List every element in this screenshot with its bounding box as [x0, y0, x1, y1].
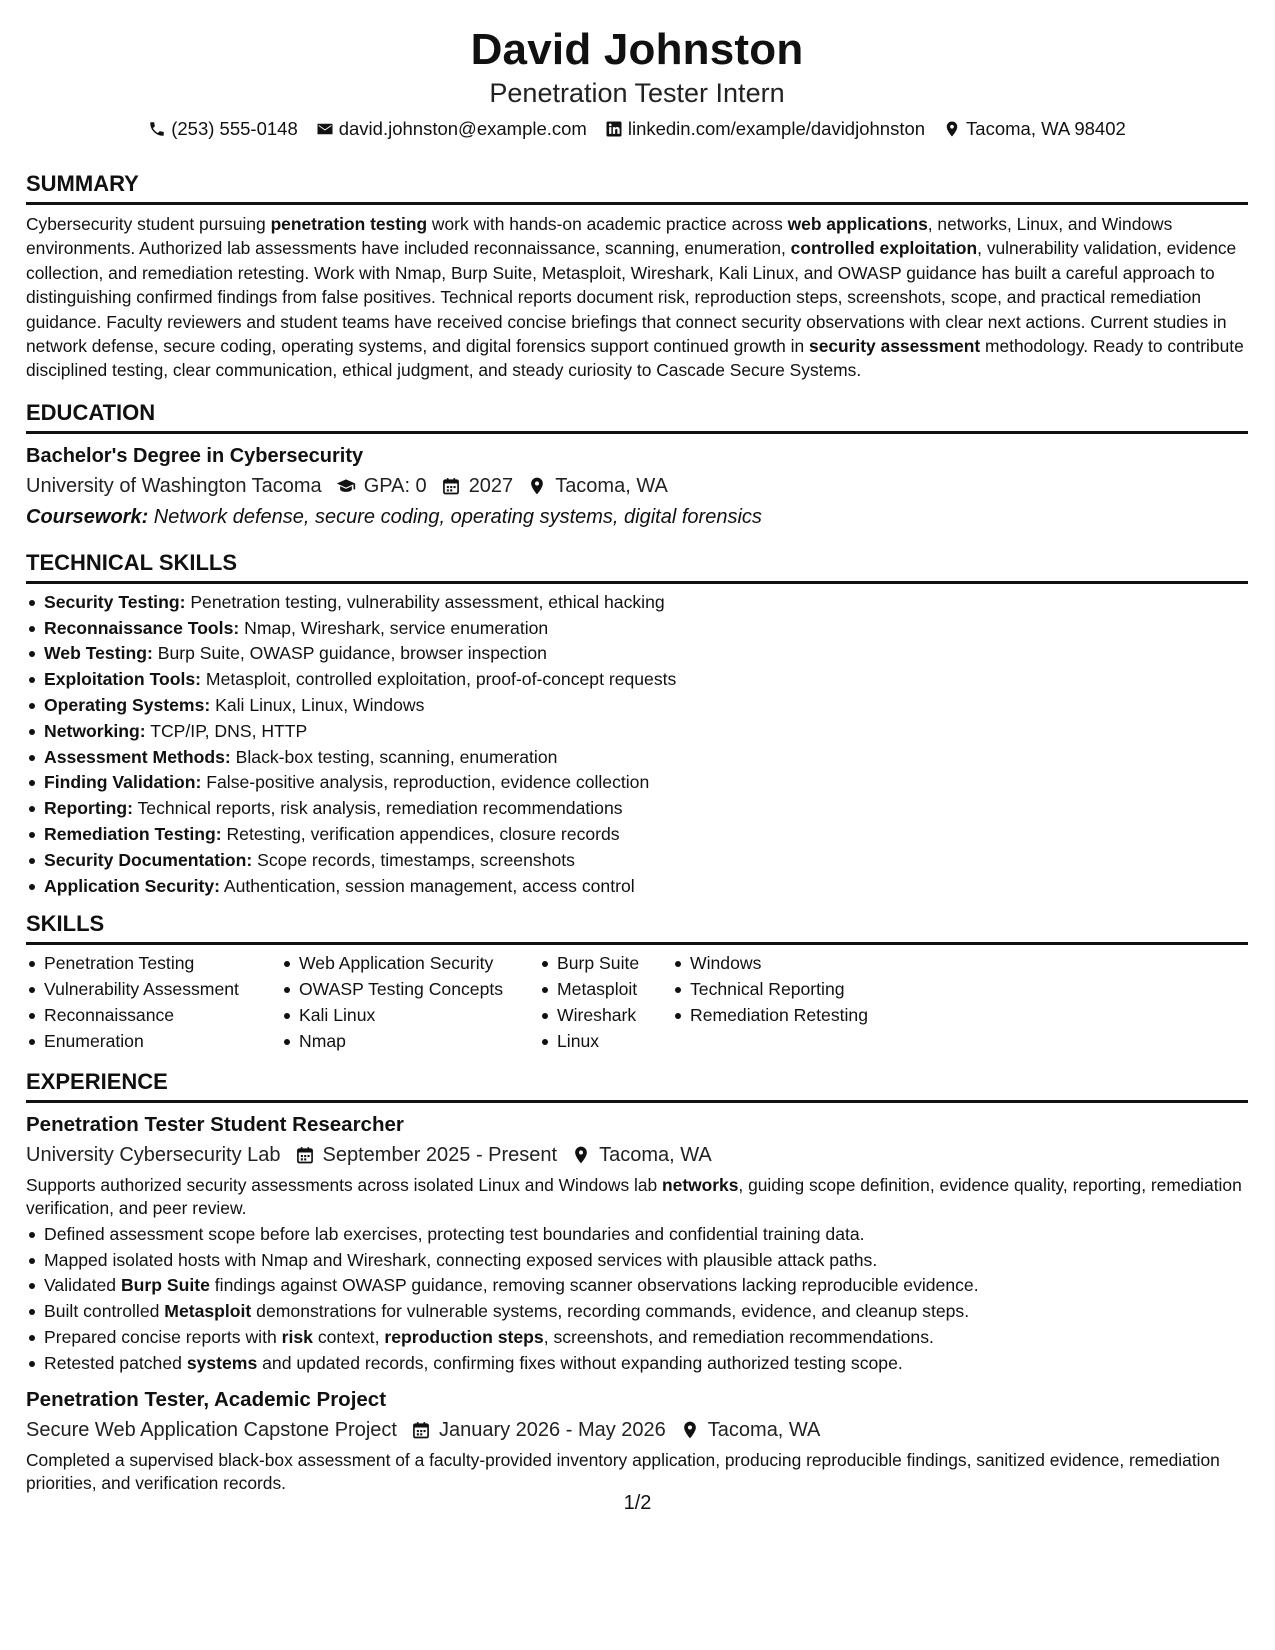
- experience.0.desc-run: Supports authorized security assessments across isolated Linux and Windows lab: [26, 1174, 663, 1195]
- technical-skill-item: [26, 641, 1248, 667]
- section-title-skills: SKILLS: [26, 911, 1248, 945]
- experience.0.bullets.4-run: context,: [312, 1326, 385, 1347]
- skill-item: Remediation Retesting: [672, 1003, 872, 1029]
- job-bullets: [26, 1222, 1248, 1377]
- technical-skills-list: [26, 590, 1248, 900]
- technical-skill-label: Reconnaissance Tools:: [44, 617, 240, 638]
- experience.0.bullets.5-run: and updated records, confirming fixes without expanding authorized testing scope.: [257, 1352, 903, 1373]
- job-meta: [26, 1416, 1248, 1444]
- summary-run: Cybersecurity student pursuing: [26, 214, 271, 234]
- skill-item: Metasploit: [539, 977, 672, 1003]
- experience.0.bullets.3-run: demonstrations for vulnerable systems, recording commands, evidence, and cleanup steps.: [251, 1301, 970, 1322]
- technical-skill-item: [26, 693, 1248, 719]
- experience.0.bullets.3-run: Built controlled: [44, 1301, 165, 1322]
- experience-entry: [26, 1112, 1248, 1377]
- experience.0.bullets.5-run: systems: [186, 1352, 258, 1373]
- section-title-education: EDUCATION: [26, 400, 1248, 434]
- skill-item: Reconnaissance: [26, 1003, 281, 1029]
- experience.0.bullets.0-run: Defined assessment scope before lab exercises, protecting test boundaries and confidential training data.: [44, 1223, 865, 1244]
- job-bullet: [26, 1248, 1248, 1274]
- contact-email[interactable]: [316, 117, 587, 141]
- technical-skill-value: Black-box testing, scanning, enumeration: [230, 746, 558, 767]
- skills-grid: [26, 951, 1248, 1054]
- job-organization: Secure Web Application Capstone Project: [26, 1418, 397, 1441]
- summary-run: , networks, Linux, and Windows environments. Authorized lab assessments have included reconnaissance, scanning, enumeration,: [26, 214, 1173, 259]
- coursework-label: Coursework:: [26, 505, 149, 528]
- technical-skill-item: [26, 590, 1248, 616]
- linkedin-text: linkedin.com/example/davidjohnston: [627, 118, 926, 139]
- experience.0.bullets.4-run: risk: [281, 1326, 313, 1347]
- graduation-cap-icon: [336, 476, 356, 496]
- summary-run: , vulnerability validation, evidence collection, and remediation retesting. Work with Nmap, Burp Suite, Metasploit, Wireshark, Kali Linux, and OWASP guidance has built a careful approach to distinguishing confirmed findings from false positives. Technical reports document risk, reproduction steps, screenshots, scope, and practical remediation guidance. Faculty reviewers and student teams have received concise briefings that connect security observations with clear next actions. Current studies in network defense, secure coding, operating systems, and digital forensics support continued growth in: [26, 238, 1237, 357]
- skills-column: [281, 951, 539, 1054]
- summary-text: [26, 212, 1248, 383]
- skill-item: Web Application Security: [281, 951, 539, 977]
- email-text: david.johnston@example.com: [338, 118, 587, 139]
- experience.1.desc-run: Completed a supervised black-box assessment of a faculty-provided inventory application, producing reproducible findings, sanitized evidence, remediation priorities, and verification records.: [26, 1449, 1220, 1494]
- technical-skill-value: False-positive analysis, reproduction, evidence collection: [201, 772, 650, 793]
- summary-run: web applications: [787, 214, 928, 234]
- experience.0.bullets.4-run: reproduction steps: [384, 1326, 544, 1347]
- technical-skill-value: Burp Suite, OWASP guidance, browser inspection: [152, 643, 547, 664]
- envelope-icon: [316, 120, 334, 138]
- phone-text: (253) 555-0148: [171, 118, 298, 139]
- education-location: Tacoma, WA: [555, 474, 668, 497]
- skill-item: Technical Reporting: [672, 977, 872, 1003]
- technical-skill-item: [26, 770, 1248, 796]
- technical-skill-item: [26, 719, 1248, 745]
- experience.0.desc-run: networks: [662, 1174, 739, 1195]
- summary-run: security assessment: [809, 336, 981, 357]
- education-year: 2027: [468, 474, 514, 497]
- skill-item: Linux: [539, 1029, 672, 1055]
- section-title-summary: SUMMARY: [26, 171, 1248, 205]
- calendar-icon: [411, 1420, 431, 1440]
- technical-skill-label: Operating Systems:: [44, 695, 211, 716]
- skills-column: [672, 951, 872, 1054]
- summary-run: controlled exploitation: [790, 238, 978, 259]
- experience.0.bullets.2-run: Validated: [44, 1275, 121, 1296]
- technical-skill-item: [26, 848, 1248, 874]
- job-bullet: [26, 1222, 1248, 1248]
- job-dates: September 2025 - Present: [322, 1143, 558, 1166]
- map-pin-icon: [571, 1145, 591, 1165]
- contact-location: [943, 117, 1126, 141]
- experience-entry: [26, 1387, 1248, 1496]
- contact-linkedin[interactable]: [605, 117, 925, 141]
- education-gpa: GPA: 0: [363, 474, 427, 497]
- coursework-text: Network defense, secure coding, operating systems, digital forensics: [148, 505, 762, 528]
- skills-column: [26, 951, 281, 1054]
- technical-skill-value: Kali Linux, Linux, Windows: [210, 695, 425, 716]
- summary-run: work with hands-on academic practice across: [427, 214, 788, 234]
- experience.0.bullets.2-run: findings against OWASP guidance, removing scanner observations lacking reproducible evidence.: [209, 1275, 979, 1296]
- technical-skill-label: Assessment Methods:: [44, 746, 231, 767]
- candidate-name: David Johnston: [470, 25, 804, 74]
- location-text: Tacoma, WA 98402: [966, 118, 1126, 139]
- technical-skill-label: Remediation Testing:: [44, 824, 222, 845]
- technical-skill-value: Penetration testing, vulnerability assessment, ethical hacking: [185, 591, 665, 612]
- experience.0.bullets.1-run: Mapped isolated hosts with Nmap and Wireshark, connecting exposed services with plausible attack paths.: [44, 1249, 878, 1270]
- technical-skill-value: Nmap, Wireshark, service enumeration: [239, 617, 549, 638]
- resume-page: [26, 0, 1248, 1496]
- education-coursework: [26, 503, 1248, 531]
- contact-bar: [26, 117, 1248, 141]
- skill-item: Penetration Testing: [26, 951, 281, 977]
- job-description: [26, 1449, 1248, 1496]
- job-bullet: [26, 1325, 1248, 1351]
- technical-skill-value: Technical reports, risk analysis, remediation recommendations: [132, 798, 623, 819]
- calendar-icon: [441, 476, 461, 496]
- technical-skill-label: Exploitation Tools:: [44, 669, 202, 690]
- job-bullet: [26, 1299, 1248, 1325]
- skill-item: OWASP Testing Concepts: [281, 977, 539, 1003]
- map-pin-icon: [680, 1420, 700, 1440]
- job-title: Penetration Tester Student Researcher: [26, 1112, 404, 1136]
- job-organization: University Cybersecurity Lab: [26, 1143, 281, 1166]
- experience.0.bullets.2-run: Burp Suite: [120, 1275, 210, 1296]
- experience.0.bullets.4-run: Prepared concise reports with: [44, 1326, 282, 1347]
- experience.0.bullets.5-run: Retested patched: [44, 1352, 187, 1373]
- technical-skill-label: Networking:: [44, 720, 146, 741]
- linkedin-icon: [605, 120, 623, 138]
- candidate-title: Penetration Tester Intern: [489, 78, 785, 108]
- job-location: Tacoma, WA: [707, 1418, 821, 1441]
- job-title: Penetration Tester, Academic Project: [26, 1387, 387, 1411]
- section-title-experience: EXPERIENCE: [26, 1069, 1248, 1103]
- technical-skill-label: Finding Validation:: [44, 772, 202, 793]
- job-location: Tacoma, WA: [599, 1143, 712, 1166]
- technical-skill-value: Retesting, verification appendices, closure records: [221, 824, 620, 845]
- skill-item: Wireshark: [539, 1003, 672, 1029]
- technical-skill-item: [26, 796, 1248, 822]
- technical-skill-value: TCP/IP, DNS, HTTP: [145, 720, 308, 741]
- technical-skill-value: Authentication, session management, access control: [219, 875, 635, 896]
- technical-skill-label: Application Security:: [44, 875, 220, 896]
- technical-skill-label: Security Testing:: [44, 591, 186, 612]
- experience.0.desc-run: , guiding scope definition, evidence quality, reporting, remediation verification, and peer review.: [26, 1174, 1242, 1219]
- skill-item: Enumeration: [26, 1029, 281, 1055]
- skill-item: Nmap: [281, 1029, 539, 1055]
- education-school: University of Washington Tacoma: [26, 474, 322, 497]
- job-bullet: [26, 1273, 1248, 1299]
- job-meta: [26, 1141, 1248, 1169]
- technical-skill-value: Scope records, timestamps, screenshots: [252, 849, 575, 870]
- map-pin-icon: [527, 476, 547, 496]
- skills-column: [539, 951, 672, 1054]
- experience-list: [26, 1112, 1248, 1496]
- phone-icon: [148, 120, 166, 138]
- technical-skill-item: [26, 822, 1248, 848]
- technical-skill-value: Metasploit, controlled exploitation, proof-of-concept requests: [201, 669, 677, 690]
- skill-item: Vulnerability Assessment: [26, 977, 281, 1003]
- experience.0.bullets.4-run: , screenshots, and remediation recommendations.: [543, 1326, 934, 1347]
- summary-run: methodology. Ready to contribute disciplined testing, clear communication, ethical judgment, and steady curiosity to Cascade Secure Systems.: [26, 336, 1244, 381]
- technical-skill-item: [26, 667, 1248, 693]
- experience.0.bullets.3-run: Metasploit: [164, 1301, 252, 1322]
- map-pin-icon: [943, 120, 961, 138]
- skill-item: Windows: [672, 951, 872, 977]
- education-degree: Bachelor's Degree in Cybersecurity: [26, 444, 364, 467]
- section-title-technical-skills: TECHNICAL SKILLS: [26, 550, 1248, 584]
- page-number: 1/2: [623, 1492, 652, 1514]
- technical-skill-item: [26, 745, 1248, 771]
- summary-run: penetration testing: [270, 214, 428, 234]
- job-description: [26, 1174, 1248, 1221]
- skill-item: Burp Suite: [539, 951, 672, 977]
- technical-skill-label: Security Documentation:: [44, 849, 253, 870]
- technical-skill-label: Web Testing:: [44, 643, 153, 664]
- technical-skill-item: [26, 874, 1248, 900]
- skill-item: Kali Linux: [281, 1003, 539, 1029]
- technical-skill-label: Reporting:: [44, 798, 133, 819]
- job-bullet: [26, 1351, 1248, 1377]
- job-dates: January 2026 - May 2026: [438, 1418, 666, 1441]
- contact-phone[interactable]: [148, 117, 298, 141]
- education-meta: [26, 472, 1248, 500]
- technical-skill-item: [26, 616, 1248, 642]
- calendar-icon: [295, 1145, 315, 1165]
